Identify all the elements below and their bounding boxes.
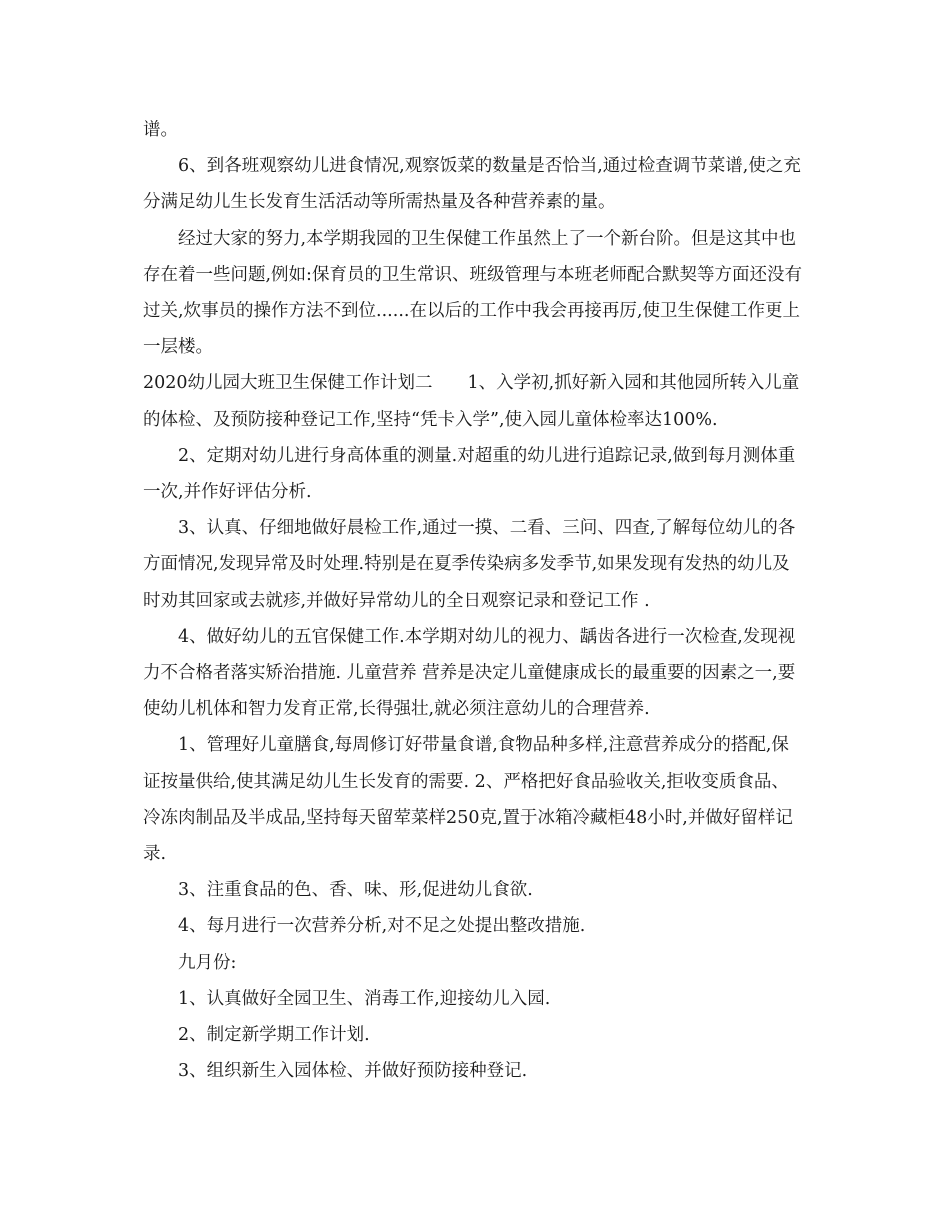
paragraph-6: 3、认真、仔细地做好晨检工作,通过一摸、二看、三问、四查,了解每位幼儿的各方面情况,发现异常及时处理.特别是在夏季传染病多发季节,如果发现有发热的幼儿及时劝其回家或去就疹,并做好异常幼儿的全日观察记录和登记工作 .: [143, 518, 796, 611]
paragraph-12: 1、认真做好全园卫生、消毒工作,迎接幼儿入园.: [178, 988, 551, 1009]
paragraph-1: 谱。: [143, 120, 178, 140]
document-body: [143, 112, 803, 1089]
paragraph-9: 3、注重食品的色、香、味、形,促进幼儿食欲.: [178, 880, 533, 901]
paragraph-7: 4、做好幼儿的五官保健工作.本学期对幼儿的视力、龋齿各进行一次检查,发现视力不合格者落实矫治措施. 儿童营养 营养是决定儿童健康成长的最重要的因素之一,要使幼儿机体和智力发育正常,长得强壮,就必须注意幼儿的合理营养.: [143, 626, 796, 720]
paragraph-4-plan-title: 2020幼儿园大班卫生保健工作计划二 1、入学初,抓好新入园和其他园所转入儿童的体检、及预防接种登记工作,坚持“凭卡入学”,使入园儿童体检率达100%.: [143, 373, 800, 430]
paragraph-3: 经过大家的努力,本学期我园的卫生保健工作虽然上了一个新台阶。但是这其中也存在着一些问题,例如:保育员的卫生常识、班级管理与本班老师配合默契等方面还没有过关,炊事员的操作方法不到位......在以后的工作中我会再接再厉,使卫生保健工作更上一层楼。: [143, 228, 802, 358]
paragraph-10: 4、每月进行一次营养分析,对不足之处提出整改措施.: [178, 916, 586, 937]
paragraph-11-month-heading: 九月份:: [178, 952, 237, 973]
paragraph-5: 2、定期对幼儿进行身高体重的测量.对超重的幼儿进行追踪记录,做到每月测体重一次,并作好评估分析.: [143, 445, 796, 503]
paragraph-2: 6、到各班观察幼儿进食情况,观察饭菜的数量是否恰当,通过检查调节菜谱,使之充分满足幼儿生长发育生活活动等所需热量及各种营养素的量。: [143, 156, 801, 213]
paragraph-13: 2、制定新学期工作计划.: [178, 1025, 370, 1046]
paragraph-8: 1、管理好儿童膳食,每周修订好带量食谱,食物品种多样,注意营养成分的搭配,保证按量供给,使其满足幼儿生长发育的需要. 2、严格把好食品验收关,拒收变质食品、冷冻肉制品及半成品,坚持每天留荤菜样250克,置于冰箱冷藏柜48小时,并做好留样记录.: [143, 735, 793, 865]
paragraph-14: 3、组织新生入园体检、并做好预防接种登记.: [178, 1061, 528, 1082]
